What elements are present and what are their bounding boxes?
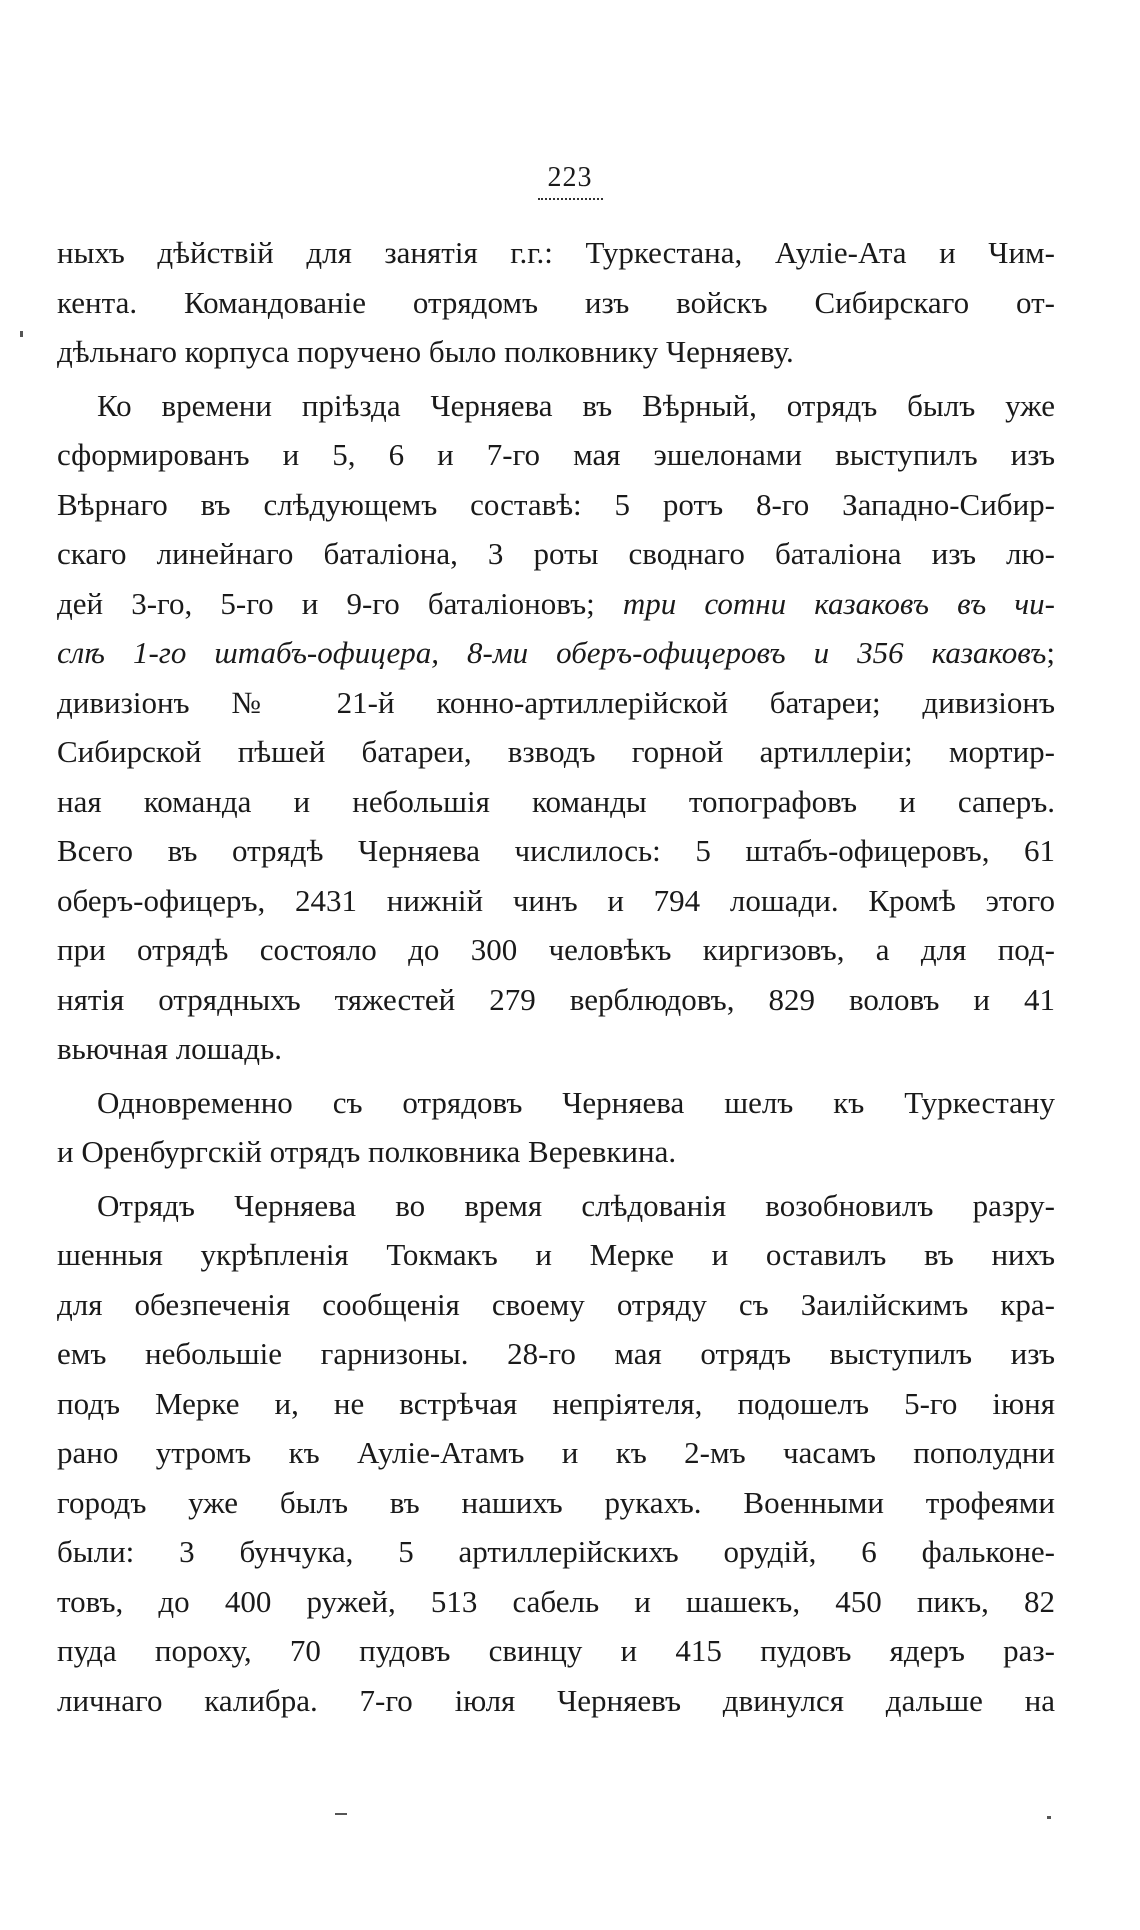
text-line: Сибирской пѣшей батареи, взводъ горной артиллеріи; мортир-: [57, 734, 1055, 769]
text-line: были: 3 бунчука, 5 артиллерійскихъ орудій, 6 фальконе-: [57, 1534, 1055, 1569]
text-line: Вѣрнаго въ слѣдующемъ составѣ: 5 ротъ 8-го Западно-Сибир-: [57, 486, 1055, 522]
text-line: сформированъ и 5, 6 и 7-го мая эшелонами выступилъ изъ: [57, 437, 1055, 472]
text-line: пуда пороху, 70 пудовъ свинцу и 415 пудовъ ядеръ раз-: [57, 1633, 1055, 1668]
text-line: ныхъ дѣйствій для занятія г.г.: Туркестана, Ауліе-Ата и Чим-: [57, 235, 1055, 270]
scan-speck: [20, 331, 23, 337]
text-line: дѣльнаго корпуса поручено было полковнику Черняеву.: [57, 334, 794, 369]
text-line: Одновременно съ отрядовъ Черняева шелъ къ Туркестану: [97, 1084, 1055, 1120]
text-segment: ;: [1046, 635, 1055, 670]
italic-segment: три сотни казаковъ въ чи-: [622, 585, 1055, 621]
text-line: и Оренбургскій отрядъ полковника Веревкина.: [57, 1134, 677, 1169]
text-line: нятія отрядныхъ тяжестей 279 верблюдовъ, 829 воловъ и 41: [57, 981, 1055, 1017]
italic-segment: слѣ 1-го штабъ-офицера, 8-ми оберъ-офицеровъ и 356 казаковъ: [57, 635, 1047, 670]
text-line: городъ уже былъ въ нашихъ рукахъ. Военными трофеями: [57, 1484, 1055, 1520]
scan-speck: [1047, 1816, 1051, 1819]
text-line: рано утромъ къ Ауліе-Атамъ и къ 2-мъ часамъ пополудни: [57, 1435, 1055, 1470]
text-line: для обезпеченія сообщенія своему отряду съ Заилійскимъ кра-: [57, 1286, 1055, 1322]
text-segment: дей 3-го, 5-го и 9-го баталіоновъ;: [57, 585, 595, 621]
text-line: подъ Мерке и, не встрѣчая непріятеля, подошелъ 5-го іюня: [57, 1385, 1055, 1421]
text-line: кента. Командованіе отрядомъ изъ войскъ Сибирскаго от-: [57, 284, 1055, 320]
text-line: товъ, до 400 ружей, 513 сабель и шашекъ, 450 пикъ, 82: [57, 1583, 1055, 1619]
text-line: дивизіонъ № 21-й конно-артиллерійской батареи; дивизіонъ: [57, 684, 1055, 720]
text-line: скаго линейнаго баталіона, 3 роты своднаго баталіона изъ лю-: [57, 536, 1055, 571]
text-line: при отрядѣ состояло до 300 человѣкъ киргизовъ, а для под-: [57, 932, 1055, 967]
text-line: [57, 628, 1055, 678]
scan-speck: [335, 1813, 347, 1815]
text-line: Всего въ отрядѣ Черняева числилось: 5 штабъ-офицеровъ, 61: [57, 833, 1055, 868]
text-line: Ко времени пріѣзда Черняева въ Вѣрный, отрядъ былъ уже: [97, 387, 1055, 423]
text-line: шенныя укрѣпленія Токмакъ и Мерке и оставилъ въ нихъ: [57, 1237, 1055, 1272]
text-line: емъ небольшіе гарнизоны. 28-го мая отрядъ выступилъ изъ: [57, 1336, 1055, 1371]
text-line: Отрядъ Черняева во время слѣдованія возобновилъ разру-: [97, 1187, 1055, 1223]
text-line: [57, 579, 1055, 629]
text-line: личнаго калибра. 7-го іюля Черняевъ двинулся дальше на: [57, 1682, 1055, 1718]
text-line: ная команда и небольшія команды топографовъ и саперъ.: [57, 783, 1055, 819]
text-line: оберъ-офицеръ, 2431 нижній чинъ и 794 лошади. Кромѣ этого: [57, 882, 1055, 918]
text-line: вьючная лошадь.: [57, 1031, 282, 1066]
page-number: 223: [0, 162, 1140, 200]
body-text: [57, 228, 1055, 1725]
